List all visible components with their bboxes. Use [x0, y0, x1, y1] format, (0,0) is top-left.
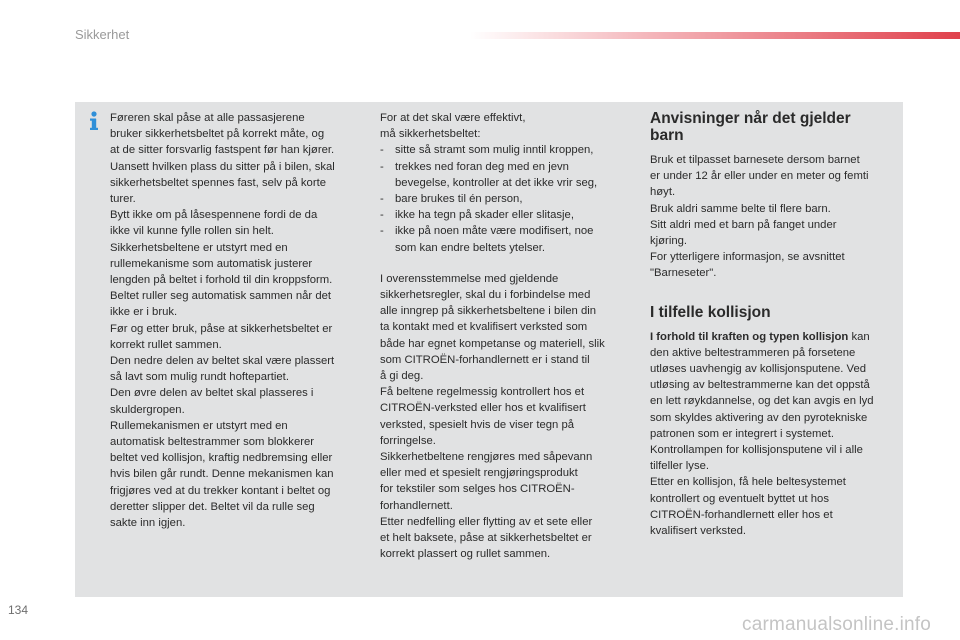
collision-first-line [650, 329, 898, 345]
collision-text [650, 329, 898, 540]
info-line: Før og etter bruk, påse at sikkerhetsbeltet er [110, 322, 333, 335]
info-line: Den nedre delen av beltet skal være plassert [110, 355, 335, 368]
dash-bullet: - [380, 209, 384, 222]
regulation-line: korrekt plassert og rullet sammen. [380, 548, 551, 561]
collision-line: den aktive beltestrammeren på forsetene [650, 346, 856, 359]
requirement-item [380, 142, 632, 158]
info-line: ikke er i bruk. [110, 306, 178, 319]
watermark: carmanualsonline.info [742, 614, 932, 635]
regulation-line: Etter nedfelling eller flytting av et sete eller [380, 515, 593, 528]
regulation-line: Få beltene regelmessig kontrollert hos et [380, 386, 585, 399]
children-text [650, 152, 898, 282]
info-text [110, 110, 360, 531]
info-line: frigjøres ved at du trekker kontant i beltet og [110, 484, 331, 497]
info-line: sakte inn igjen. [110, 517, 186, 530]
info-line: at de sitter forsvarlig fastspent før han kjører. [110, 144, 335, 157]
info-line: Føreren skal påse at alle passasjerene [110, 112, 305, 124]
regulation-line: ta kontakt med et kvalifisert verksted som [380, 321, 588, 334]
info-line: turer. [110, 193, 136, 206]
dash-bullet: - [380, 144, 384, 157]
collision-line: utløsing av beltestrammerne kan det oppstå [650, 379, 870, 392]
regulation-line: forringelse. [380, 434, 436, 447]
intro-line: For at det skal være effektivt, [380, 112, 526, 124]
children-line: Bruk aldri samme belte til flere barn. [650, 202, 831, 215]
intro-line: må sikkerhetsbeltet: [380, 128, 481, 141]
requirement-text: ikke på noen måte være modifisert, noe [395, 225, 594, 238]
requirement-item [380, 223, 632, 255]
info-line: deretter slipper det. Beltet vil da rulle seg [110, 500, 315, 513]
effective-intro [380, 110, 632, 142]
info-line: lengden på beltet i forhold til din kroppsform. [110, 274, 333, 287]
requirement-text: bare brukes til én person, [395, 193, 523, 206]
requirement-text: sitte så stramt som mulig inntil kroppen, [395, 144, 594, 157]
collision-line: som skyldes aktivering av den pyrotekniske [650, 411, 868, 424]
children-heading-line: barn [650, 127, 684, 144]
regulation-line: forhandlernett. [380, 499, 453, 512]
header-accent-bar [470, 32, 960, 39]
regulations-text [380, 271, 632, 563]
regulation-line: alle inngrep på sikkerhetsbeltene i bilen din [380, 305, 597, 318]
children-heading [650, 110, 898, 144]
info-line: Sikkerhetsbeltene er utstyrt med en [110, 241, 288, 254]
regulation-line: I overensstemmelse med gjeldende [380, 272, 559, 285]
collision-line: kontrollert og eventuelt byttet ut hos [650, 492, 829, 505]
collision-line: patronen som er integrert i systemet. [650, 427, 834, 440]
regulation-line: å gi deg. [380, 370, 424, 383]
requirement-text: ikke ha tegn på skader eller slitasje, [395, 209, 574, 222]
children-heading-line: Anvisninger når det gjelder [650, 110, 851, 127]
regulation-line: Sikkerhetbeltene rengjøres med såpevann [380, 451, 593, 464]
children-line: høyt. [650, 186, 676, 199]
right-column [650, 110, 898, 539]
requirement-text: som kan endre beltets ytelser. [395, 241, 546, 254]
info-line: så lavt som mulig rundt hoftepartiet. [110, 371, 289, 384]
children-line: kjøring. [650, 235, 688, 248]
info-line: hvis bilen går rundt. Denne mekanismen kan [110, 468, 334, 481]
collision-line: kvalifisert verksted. [650, 525, 747, 538]
collision-line: utløses uavhengig av kollisjonsputene. Ved [650, 363, 867, 376]
info-line: skuldergropen. [110, 403, 185, 416]
info-line: korrekt rullet sammen. [110, 338, 222, 351]
regulation-line: sikkerhetsregler, skal du i forbindelse med [380, 289, 591, 302]
info-line: Rullemekanismen er utstyrt med en [110, 419, 288, 432]
info-line: Uansett hvilken plass du sitter på i bilen, skal [110, 160, 335, 173]
children-line: Sitt aldri med et barn på fanget under [650, 218, 837, 231]
regulation-line: CITROËN-verksted eller hos et kvalifisert [380, 402, 586, 415]
info-line: Bytt ikke om på låsespennene fordi de da [110, 209, 318, 222]
collision-line: Etter en kollisjon, få hele beltesystemet [650, 476, 846, 489]
requirement-text: trekkes ned foran deg med en jevn [395, 160, 569, 173]
children-line: Bruk et tilpasset barnesete dersom barnet [650, 154, 860, 166]
info-line: beltet ved kollisjon, kraftig nedbremsing eller [110, 452, 333, 465]
info-line: Beltet ruller seg automatisk sammen når det [110, 290, 332, 303]
dash-bullet: - [380, 225, 384, 238]
regulation-line: både har egnet kompetanse og materiell, slik [380, 337, 605, 350]
collision-line: CITROËN-forhandlernett eller hos et [650, 508, 833, 521]
collision-heading: I tilfelle kollisjon [650, 303, 771, 321]
regulation-line: verksted, spesielt hvis de viser tegn på [380, 418, 575, 431]
children-line: "Barneseter". [650, 267, 717, 280]
collision-line: tilfeller lyse. [650, 460, 710, 473]
section-title: Sikkerhet [75, 27, 130, 42]
regulation-line: et helt baksete, påse at sikkerhetsbeltet er [380, 532, 592, 545]
requirements-list [380, 142, 632, 255]
collision-bold-lead: I forhold til kraften og typen kollisjon [650, 330, 849, 343]
effective-column [380, 110, 632, 562]
info-line: automatisk beltestrammer som blokkerer [110, 436, 315, 449]
info-line: bruker sikkerhetsbeltet på korrekt måte, og [110, 128, 325, 141]
requirement-item [380, 207, 632, 223]
info-line: sikkerhetsbeltet spennes fast, selv på korte [110, 176, 327, 189]
collision-line: en lett røykdannelse, og det kan avgis en lyd [650, 395, 874, 408]
info-line: Den øvre delen av beltet skal plasseres i [110, 387, 314, 400]
info-column [110, 110, 360, 531]
regulation-line: som CITROËN-forhandlernett er i stand til [380, 353, 590, 366]
requirement-item [380, 191, 632, 207]
dash-bullet: - [380, 160, 384, 173]
children-line: er under 12 år eller under en meter og femti [650, 170, 869, 183]
collision-first-rest: kan [848, 330, 870, 343]
regulation-line: eller med et spesielt rengjøringsprodukt [380, 467, 578, 480]
info-line: rullemekanisme som automatisk justerer [110, 257, 313, 270]
info-line: ikke vil kunne fylle rollen sin helt. [110, 225, 274, 238]
requirement-item [380, 159, 632, 191]
collision-line: Kontrollampen for kollisjonsputene vil i alle [650, 444, 863, 457]
requirement-text: bevegelse, kontroller at det ikke vrir seg, [395, 176, 598, 189]
regulation-line: for tekstiler som selges hos CITROËN- [380, 483, 575, 496]
page-number: 134 [8, 603, 29, 617]
dash-bullet: - [380, 193, 384, 206]
info-icon [88, 111, 100, 131]
children-line: For ytterligere informasjon, se avsnittet [650, 251, 845, 264]
